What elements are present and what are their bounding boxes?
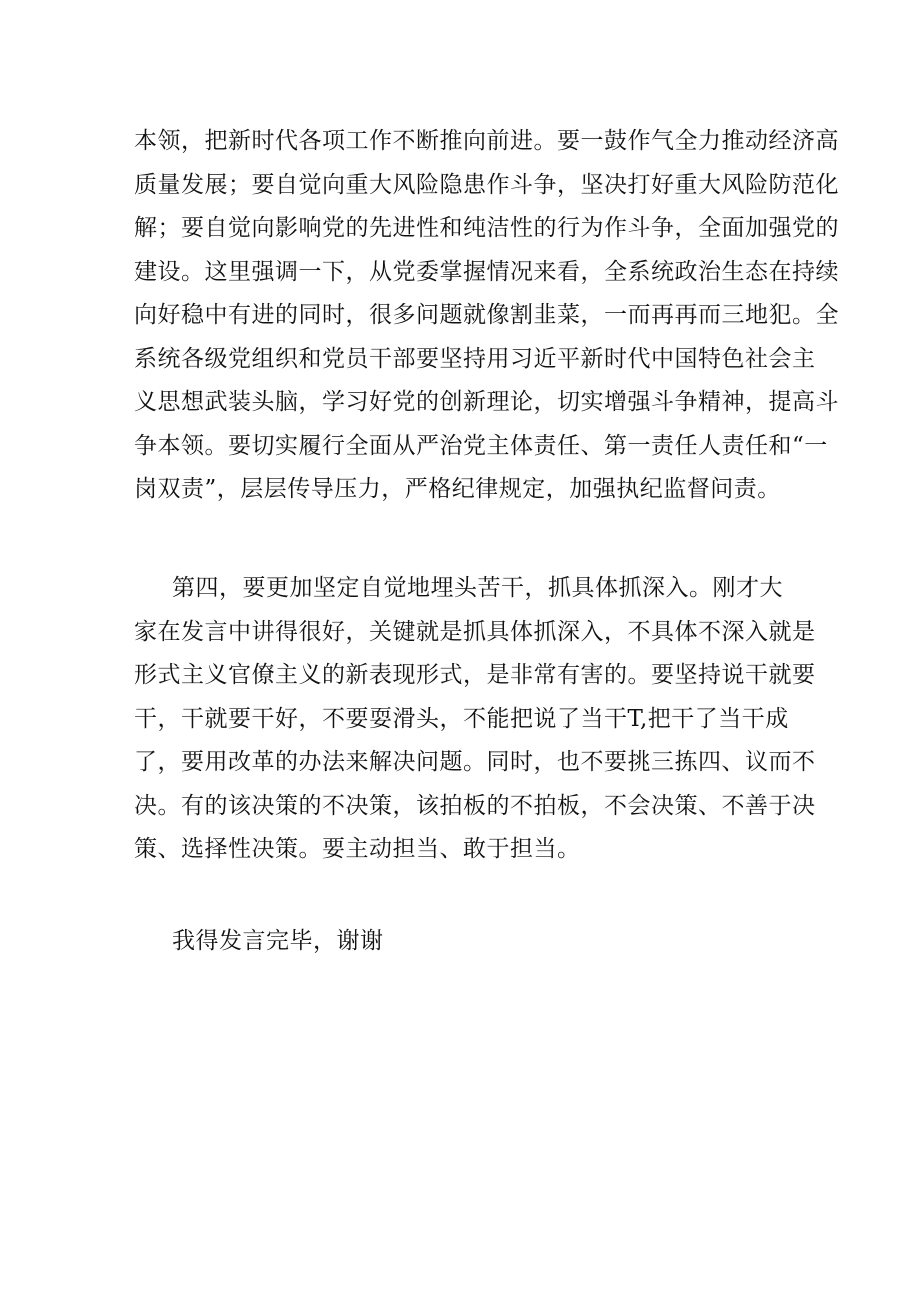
text-line: 策、选择性决策。要主动担当、敢于担当。 [134, 836, 581, 862]
text-line: 岗双责”，层层传导压力，严格纪律规定，加强执纪监督问责。 [134, 476, 781, 502]
text-line: 向好稳中有进的同时，很多问题就像割韭菜，一而再再而三地犯。全 [134, 302, 839, 328]
text-line: 解；要自觉向影响党的先进性和纯洁性的行为作斗争，全面加强党的 [134, 215, 839, 241]
text-line: 义思想武装头脑，学习好党的创新理论，切实增强斗争精神，提高斗 [134, 389, 839, 415]
text-line: 争本领。要切实履行全面从严治党主体责任、第一责任人责任和“一 [134, 432, 828, 459]
text-line: 本领，把新时代各项工作不断推向前进。要一鼓作气全力推动经济高 [134, 128, 839, 154]
text-line: 第四，要更加坚定自觉地埋头苦干，抓具体抓深入。刚才大 [172, 575, 783, 601]
text-line: 了，要用改革的办法来解决问题。同时，也不要挑三拣四、议而不 [134, 749, 816, 775]
text-line: 家在发言中讲得很好，关键就是抓具体抓深入，不具体不深入就是 [134, 618, 816, 645]
paragraph-2 [134, 575, 816, 882]
text-line: 形式主义官僚主义的新表现形式，是非常有害的。要坚持说干就要 [134, 662, 816, 688]
paragraph-1 [134, 128, 839, 522]
text-line: 干，干就要干好，不要耍滑头，不能把说了当干T,把干了当干成 [134, 705, 789, 732]
text-line: 质量发展；要自觉向重大风险隐患作斗争，坚决打好重大风险防范化 [134, 171, 839, 198]
text-line: 我得发言完毕，谢谢 [172, 928, 384, 954]
paragraph-3-closing [134, 930, 784, 974]
text-line: 建设。这里强调一下，从党委掌握情况来看，全系统政治生态在持续 [134, 258, 839, 285]
text-line: 系统各级党组织和党员干部要坚持用习近平新时代中国特色社会主 [134, 345, 816, 372]
text-line: 决。有的该决策的不决策，该拍板的不拍板，不会决策、不善于决 [134, 792, 816, 819]
